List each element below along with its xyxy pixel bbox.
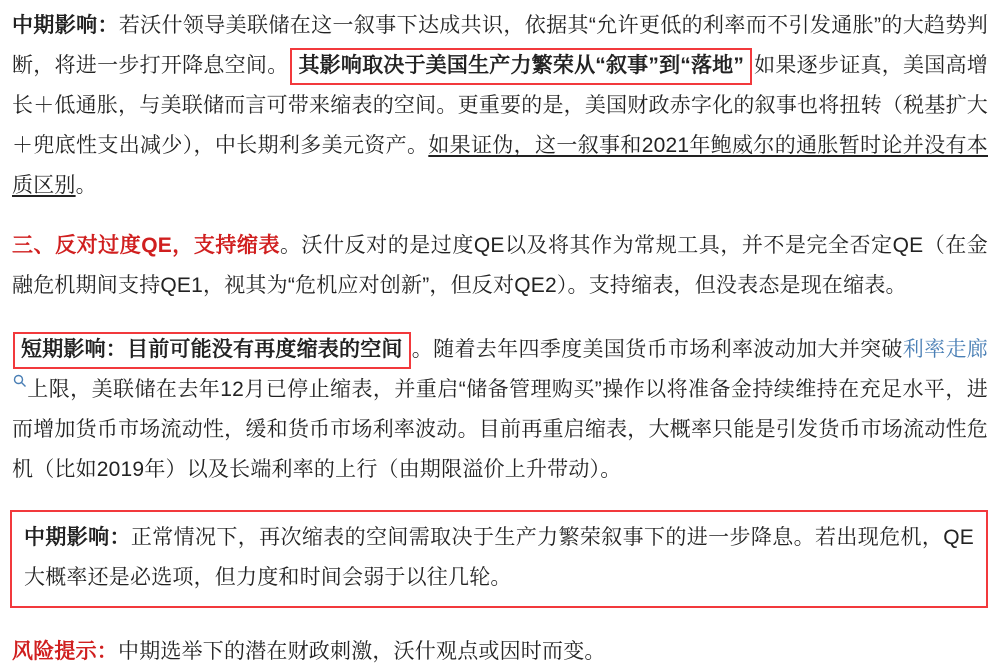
- search-icon[interactable]: [13, 374, 27, 388]
- paragraph-text-c: 。: [75, 174, 97, 197]
- paragraph-section-three: [0, 226, 998, 306]
- paragraph-text-b: 如果逐步证真，美国高增长＋低通胀，与美联储而言可带来缩表的空间。更重要的是，美国财政赤字化的叙事也将扭转（税基扩大＋兜底性支出减少），中长期利多美元资产。: [12, 54, 989, 157]
- highlight-box-short-term: 短期影响：目前可能没有再度缩表的空间: [13, 332, 411, 369]
- section-heading-three: 三、反对过度QE，支持缩表: [12, 234, 281, 257]
- highlight-box-mid-term-2: [10, 510, 988, 608]
- paragraph-text-a: 若沃什领导美联储在这一叙事下达成共识，依据其“允许更低的利率而不引发通胀”的大趋势判断，将进一步打开降息空间。: [12, 14, 988, 77]
- paragraph-text-mid-2: 正常情况下，再次缩表的空间需取决于生产力繁荣叙事下的进一步降息。若出现危机，QE大概率还是必选项，但力度和时间会弱于以往几轮。: [24, 526, 974, 589]
- paragraph-mid-term-impact-2: [22, 518, 976, 598]
- risk-warning-text: 中期选举下的潜在财政刺激，沃什观点或因时而变。: [118, 640, 606, 663]
- paragraph-risk-warning: [0, 632, 998, 672]
- short-term-text-b: 上限，美联储在去年12月已停止缩表，并重启“储备管理购买”操作以将准备金持续维持在充足水平，进而增加货币市场流动性，缓和货币市场利率波动。目前再重启缩表，大概率只能是引发货币市场流动性危机（比如2019年）以及长端利率的上行（由期限溢价上升带动）。: [12, 378, 988, 481]
- short-term-text-a: 。随着去年四季度美国货币市场利率波动加大并突破: [411, 338, 903, 361]
- paragraph-short-term-impact: [0, 330, 998, 490]
- section-three-text: 。沃什反对的是过度QE以及将其作为常规工具，并不是完全否定QE（在金融危机期间支持QE1，视其为“危机应对创新”，但反对QE2）。支持缩表，但没表态是现在缩表。: [12, 234, 988, 297]
- paragraph-label-2: 中期影响：: [24, 526, 131, 549]
- inline-link-rate-corridor[interactable]: 利率走廊: [902, 338, 988, 361]
- highlight-box-productivity: 其影响取决于美国生产力繁荣从“叙事”到“落地”: [290, 48, 752, 85]
- paragraph-mid-term-impact-1: [0, 0, 998, 206]
- underlined-clause: 如果证伪，这一叙事和2021年鲍威尔的通胀暂时论并没有本质区别: [12, 134, 988, 197]
- risk-warning-label: 风险提示：: [12, 640, 118, 663]
- paragraph-label: 中期影响：: [12, 14, 119, 37]
